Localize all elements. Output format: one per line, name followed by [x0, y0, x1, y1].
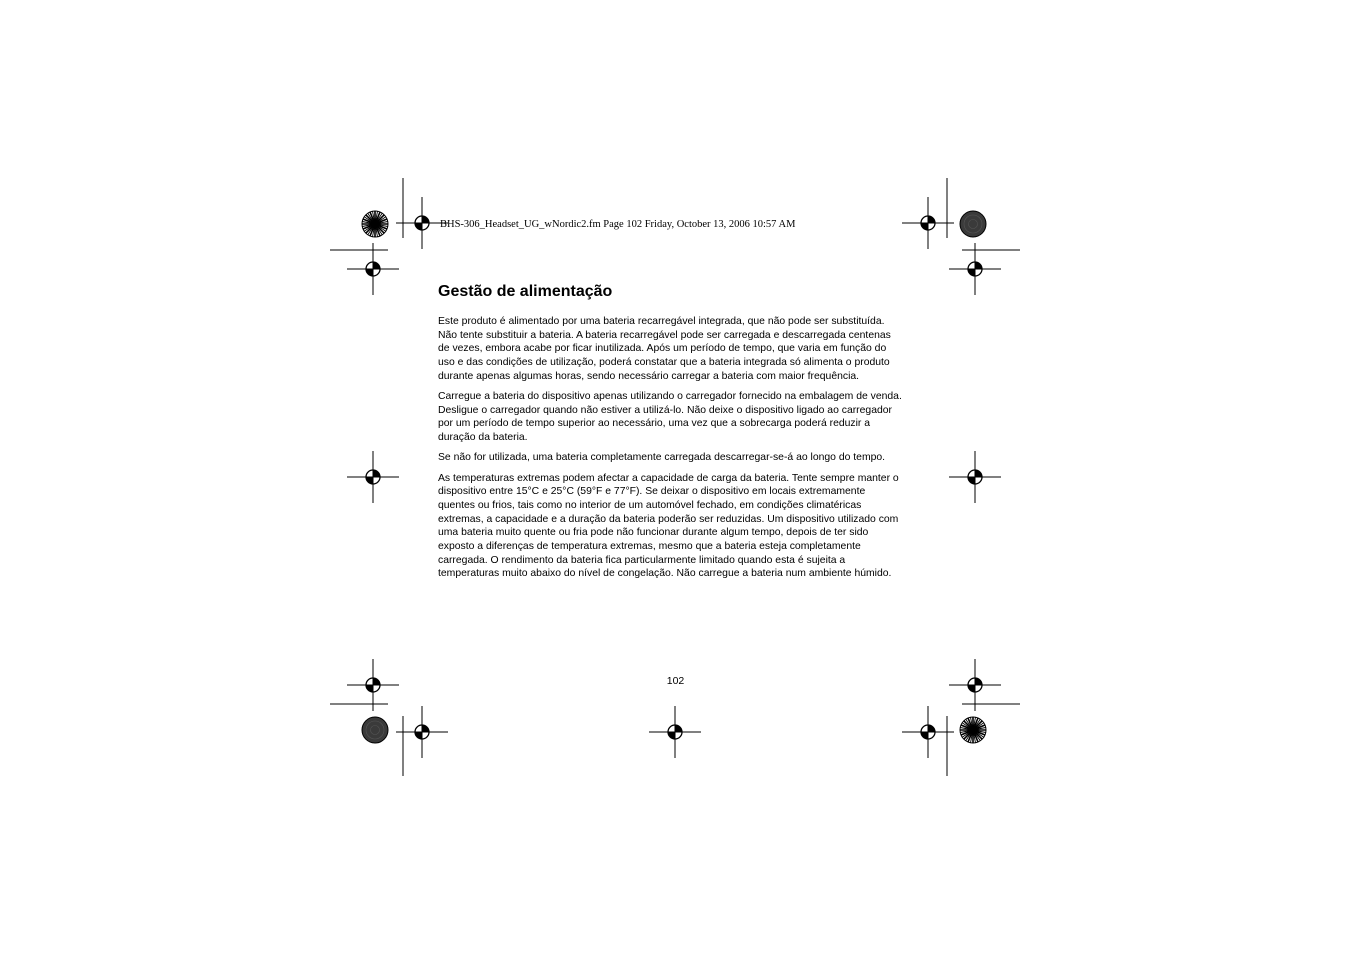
page-number: 102	[666, 675, 685, 687]
file-slug: BHS-306_Headset_UG_wNordic2.fm Page 102 Friday, October 13, 2006 10:57 AM	[440, 219, 796, 230]
page-title: Gestão de alimentação	[438, 283, 613, 300]
registration-target-icon	[347, 243, 399, 295]
starburst-icon	[960, 717, 986, 743]
registration-target-icon	[396, 706, 448, 758]
paragraph: Se não for utilizada, uma bateria completamente carregada descarregar-se-á ao longo do tempo.	[438, 452, 886, 464]
paragraph: Carregue a bateria do dispositivo apenas utilizando o carregador fornecido na embalagem de venda. Desligue o carregador quando não estiver a utilizá-lo. Não deixe o dispositivo ligado ao carregador por um período de tempo superior ao necessário, uma vez que a sobrecarga poderá reduzir a duração da bateria.	[438, 391, 902, 444]
registration-target-icon	[902, 706, 954, 758]
solid-circle-icon	[960, 211, 986, 237]
registration-target-icon	[649, 706, 701, 758]
registration-target-icon	[347, 451, 399, 503]
starburst-icon	[362, 211, 388, 237]
registration-target-icon	[902, 197, 954, 249]
paragraph: As temperaturas extremas podem afectar a capacidade de carga da bateria. Tente sempre manter o dispositivo entre 15°C e 25°C (59°F e 77°F). Se deixar o dispositivo em locais extremamente quentes ou frios, tais como no interior de um automóvel fechado, em condições climatéricas extremas, a capacidade e a duração da bateria poderão ser reduzidas. Um dispositivo utilizado com uma bateria muito quente ou fria pode não funcionar durante algum tempo, depois de ter sido exposto a diferenças de temperatura extremas, mesmo que a bateria esteja completamente carregada. O rendimento da bateria fica particularmente limitado quando esta é sujeita a temperaturas muito abaixo do nível de congelação. Não carregue a bateria num ambiente húmido.	[438, 472, 899, 580]
registration-target-icon	[949, 243, 1001, 295]
paragraph: Este produto é alimentado por uma bateria recarregável integrada, que não pode ser substituída. Não tente substituir a bateria. A bateria recarregável pode ser carregada e descarregada centenas de vezes, embora acabe por ficar inutilizada. Após um período de tempo, que varia em função do uso e das condições de utilização, poderá constatar que a bateria integrada só alimenta o produto durante apenas algumas horas, sendo necessário carregar a bateria com maior frequência.	[438, 316, 891, 382]
article	[438, 282, 908, 588]
solid-circle-icon	[362, 717, 388, 743]
registration-target-icon	[949, 451, 1001, 503]
